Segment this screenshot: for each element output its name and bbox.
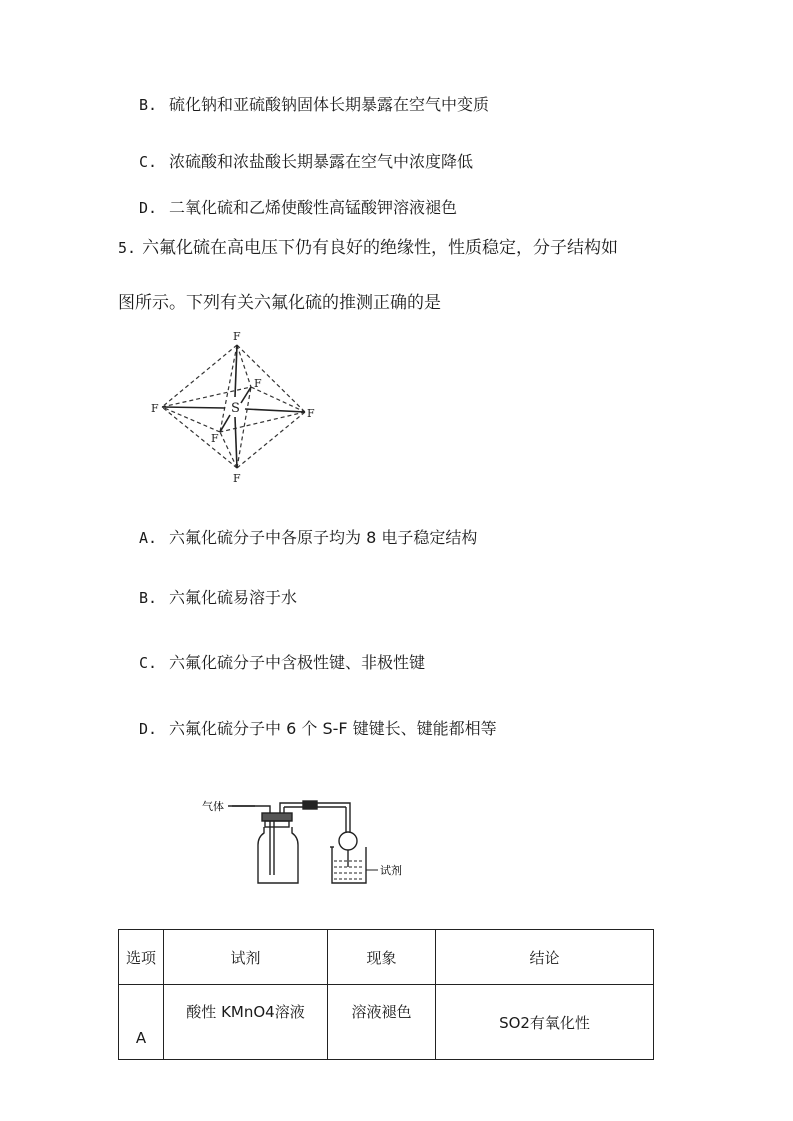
q5-option-a: A. 六氟化硫分子中各原子均为 8 电子稳定结构 [139,528,478,547]
atom-f-right: F [307,407,315,420]
q5-option-c: C. 六氟化硫分子中含极性键、非极性键 [139,653,426,672]
atom-f-top: F [233,330,241,343]
atom-f-front: F [211,432,219,445]
option-c-prev: C. 浓硫酸和浓盐酸长期暴露在空气中浓度降低 [139,152,474,171]
header-reagent: 试剂 [164,930,328,985]
table-header-row [119,930,654,985]
sf6-molecule-figure [145,325,325,490]
gas-apparatus-figure [200,795,410,890]
option-d-prev: D. 二氧化硫和乙烯使酸性高锰酸钾溶液褪色 [139,198,458,217]
cell-reagent: 酸性 KMnO4溶液 [164,985,328,1060]
header-option: 选项 [119,930,164,985]
q5-option-d: D. 六氟化硫分子中 6 个 S-F 键键长、键能都相等 [139,719,497,738]
reagent-label: 试剂 [380,864,402,877]
cell-phenomenon: 溶液褪色 [328,985,436,1060]
atom-f-bottom: F [233,472,241,485]
header-phenomenon: 现象 [328,930,436,985]
atom-f-back: F [254,377,262,390]
results-table [118,929,654,1060]
cell-option: A [119,985,164,1060]
option-b-prev: B. 硫化钠和亚硫酸钠固体长期暴露在空气中变质 [139,95,490,114]
q5-option-b: B. 六氟化硫易溶于水 [139,588,298,607]
question-5-stem-line1: 5. 六氟化硫在高电压下仍有良好的绝缘性，性质稳定，分子结构如 [118,238,619,258]
atom-f-left: F [151,402,159,415]
cell-conclusion: SO2有氧化性 [436,985,654,1060]
atom-s-center: S [231,401,240,416]
header-conclusion: 结论 [436,930,654,985]
table-row [119,985,654,1060]
gas-label: 气体 [202,800,224,813]
question-5-stem-line2: 图所示。下列有关六氟化硫的推测正确的是 [118,293,441,313]
